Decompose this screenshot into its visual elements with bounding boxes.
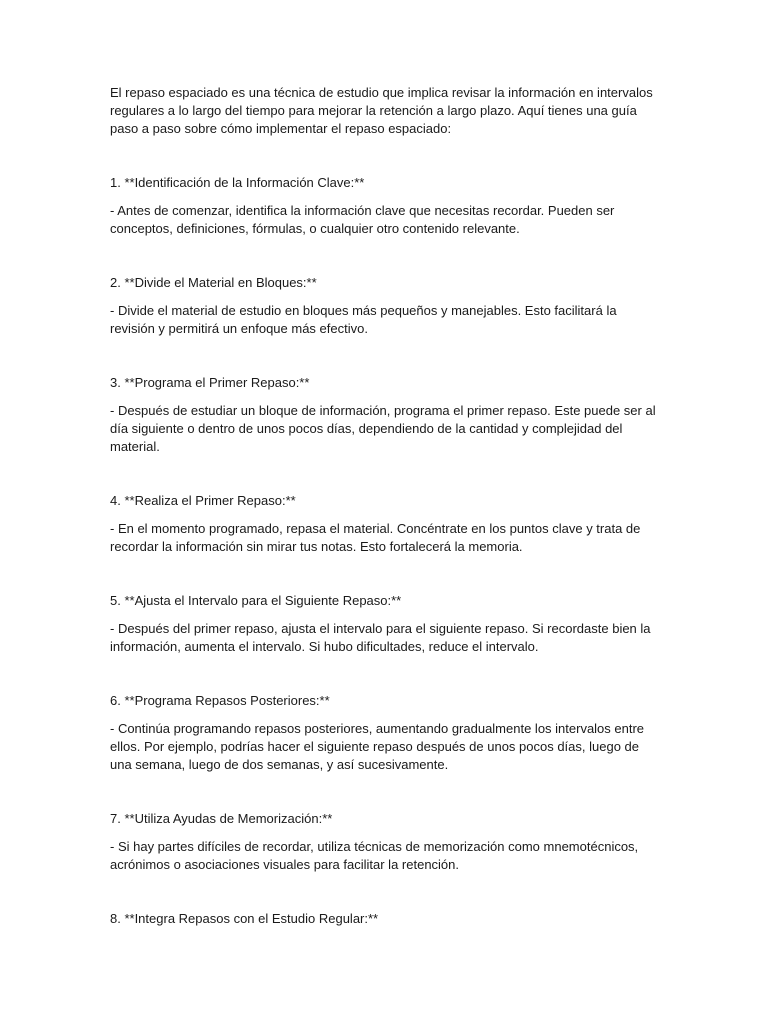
section-heading: 3. **Programa el Primer Repaso:** bbox=[110, 375, 310, 390]
section-7 bbox=[110, 810, 658, 874]
section-body: - Después del primer repaso, ajusta el intervalo para el siguiente repaso. Si recordaste bien la información, aumenta el intervalo. Si hubo dificultades, reduce el intervalo. bbox=[110, 621, 651, 654]
section-2 bbox=[110, 274, 658, 338]
section-heading: 5. **Ajusta el Intervalo para el Siguiente Repaso:** bbox=[110, 593, 402, 608]
section-5 bbox=[110, 592, 658, 656]
section-body: - Antes de comenzar, identifica la información clave que necesitas recordar. Pueden ser conceptos, definiciones, fórmulas, o cualquier otro contenido relevante. bbox=[110, 203, 615, 236]
section-heading: 6. **Programa Repasos Posteriores:** bbox=[110, 693, 330, 708]
intro-paragraph: El repaso espaciado es una técnica de estudio que implica revisar la información en intervalos regulares a lo largo del tiempo para mejorar la retención a largo plazo. Aquí tienes una guía paso a paso sobre cómo implementar el repaso espaciado: bbox=[110, 85, 653, 136]
section-body: - Si hay partes difíciles de recordar, utiliza técnicas de memorización como mnemotécnicos, acrónimos o asociaciones visuales para facilitar la retención. bbox=[110, 839, 639, 872]
section-6 bbox=[110, 692, 658, 774]
section-3 bbox=[110, 374, 658, 456]
section-heading: 2. **Divide el Material en Bloques:** bbox=[110, 275, 317, 290]
document-page bbox=[110, 84, 658, 928]
section-heading: 1. **Identificación de la Información Clave:** bbox=[110, 175, 365, 190]
section-8 bbox=[110, 910, 658, 928]
section-1 bbox=[110, 174, 658, 238]
section-body: - En el momento programado, repasa el material. Concéntrate en los puntos clave y trata de recordar la información sin mirar tus notas. Esto fortalecerá la memoria. bbox=[110, 521, 641, 554]
section-heading: 8. **Integra Repasos con el Estudio Regular:** bbox=[110, 911, 379, 926]
section-heading: 7. **Utiliza Ayudas de Memorización:** bbox=[110, 811, 333, 826]
section-body: - Después de estudiar un bloque de información, programa el primer repaso. Este puede ser al día siguiente o dentro de unos pocos días, dependiendo de la cantidad y complejidad del material. bbox=[110, 403, 656, 454]
section-4 bbox=[110, 492, 658, 556]
section-heading: 4. **Realiza el Primer Repaso:** bbox=[110, 493, 296, 508]
section-body: - Continúa programando repasos posteriores, aumentando gradualmente los intervalos entre ellos. Por ejemplo, podrías hacer el siguiente repaso después de unos pocos días, luego de una semana, luego de dos semanas, y así sucesivamente. bbox=[110, 721, 645, 772]
section-body: - Divide el material de estudio en bloques más pequeños y manejables. Esto facilitará la revisión y permitirá un enfoque más efectivo. bbox=[110, 303, 617, 336]
